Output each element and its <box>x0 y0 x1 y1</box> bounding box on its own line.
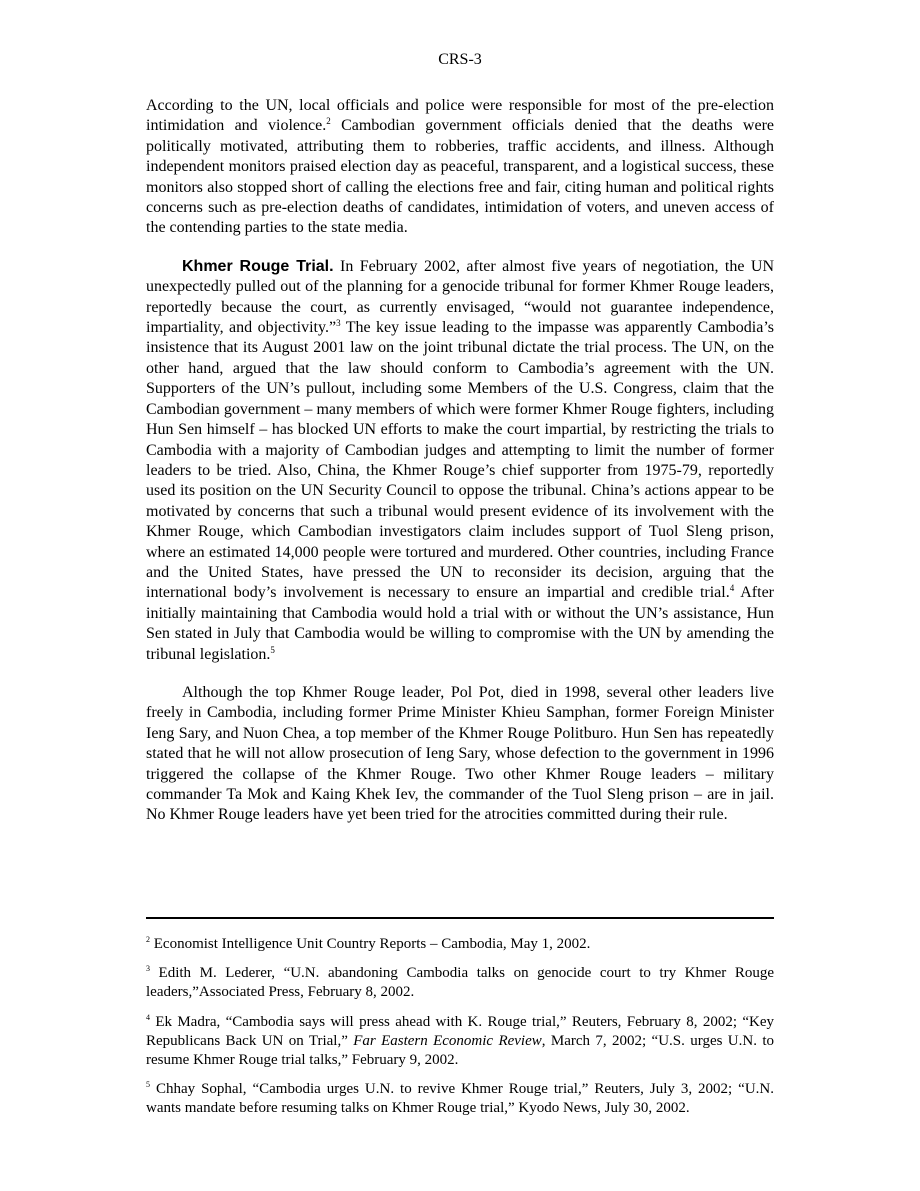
footnote-text: Chhay Sophal, “Cambodia urges U.N. to revive Khmer Rouge trial,” Reuters, July 3, 2002; “U.N. wants mandate before resuming talks on Khmer Rouge trial,” Kyodo News, July 30, 2002. <box>146 1081 774 1117</box>
paragraph-text: The key issue leading to the impasse was apparently Cambodia’s insistence that its August 2001 law on the joint tribunal dictate the trial process. The UN, on the other hand, argued that the law should conform to Cambodia’s agreement with the UN. Supporters of the UN’s pullout, including some Members of the U.S. Congress, claim that the Cambodian government – many members of which were former Khmer Rouge fighters, including Hun Sen himself – has blocked UN efforts to make the court impartial, by restricting the trials to Cambodia with a majority of Cambodian judges and attempting to limit the number of former leaders to be tried. Also, China, the Khmer Rouge’s chief supporter from 1975-79, reportedly used its position on the UN Security Council to oppose the tribunal. China’s actions appear to be motivated by concerns that such a tribunal would present evidence of its involvement with the Khmer Rouge, which Cambodian investigators claim includes support of Tuol Sleng prison, where an estimated 14,000 people were tortured and murdered. Other countries, including France and the United States, have pressed the UN to reconsider its decision, arguing that the international body’s involvement is necessary to ensure an impartial and credible trial. <box>146 319 774 602</box>
paragraph-text: Cambodian government officials denied that the deaths were politically motivated, attributing them to robberies, traffic accidents, and illness. Although independent monitors praised election day as peaceful, transparent, and a logistical success, these monitors also stopped short of calling the elections free and fair, citing human and political rights concerns such as pre-election deaths of candidates, intimidation of voters, and uneven access of the contending parties to the state media. <box>146 117 774 237</box>
section-heading: Khmer Rouge Trial. <box>182 257 334 275</box>
publication-title: Far Eastern Economic Review <box>353 1032 542 1049</box>
paragraph-khmer-rouge-trial <box>146 257 774 665</box>
paragraph-text: In February 2002, after almost five years of negotiation, the UN unexpectedly pulled out of the planning for a genocide tribunal for former Khmer Rouge leaders, reportedly because the court, as currently envisaged, “would not guarantee independence, impartiality, and objectivity.” <box>146 257 775 337</box>
footnote-text: Economist Intelligence Unit Country Reports – Cambodia, May 1, 2002. <box>150 936 591 952</box>
paragraph-text: According to the UN, local officials and police were responsible for most of the pre-election intimidation and violence. <box>146 97 774 135</box>
footnotes <box>146 935 774 1129</box>
footnote-4 <box>146 1013 774 1071</box>
footnote-text: Edith M. Lederer, “U.N. abandoning Cambodia talks on genocide court to try Khmer Rouge leaders,”Associated Press, February 8, 2002. <box>146 965 774 1001</box>
footnote-number: 3 <box>146 964 150 974</box>
page-header: CRS-3 <box>438 51 482 68</box>
footnote-number: 5 <box>146 1080 150 1090</box>
footnote-text: , March 7, 2002; “U.S. urges U.N. to resume Khmer Rouge trial talks,” February 9, 2002. <box>146 1032 775 1069</box>
footnote-2 <box>146 935 774 954</box>
footnote-ref[interactable]: 2 <box>326 116 331 127</box>
footnote-5 <box>146 1080 774 1118</box>
document-page <box>146 50 774 826</box>
paragraph-leaders: Although the top Khmer Rouge leader, Pol Pot, died in 1998, several other leaders live freely in Cambodia, including former Prime Minister Khieu Samphan, former Foreign Minister Ieng Sary, and Nuon Chea, a top member of the Khmer Rouge Politburo. Hun Sen has repeatedly stated that he will not allow prosecution of Ieng Sary, whose defection to the government in 1996 triggered the collapse of the Khmer Rouge. Two other Khmer Rouge leaders – military commander Ta Mok and Kaing Khek Iev, the commander of the Tuol Sleng prison – are in jail. No Khmer Rouge leaders have yet been tried for the atrocities committed during their rule. <box>146 683 774 824</box>
footnote-ref[interactable]: 4 <box>729 583 735 594</box>
footnote-number: 4 <box>146 1012 150 1022</box>
footnote-number: 2 <box>146 935 150 944</box>
footnote-3 <box>146 964 774 1002</box>
footnote-text: Ek Madra, “Cambodia says will press ahead with K. Rouge trial,” Reuters, February 8, 2002; “Key Republicans Back UN on Trial,” <box>146 1013 774 1049</box>
footnote-divider <box>146 917 774 919</box>
paragraph-election <box>146 96 774 239</box>
footnote-ref[interactable]: 5 <box>270 644 275 655</box>
paragraph-text: After initially maintaining that Cambodia would hold a trial with or without the UN’s assistance, Hun Sen stated in July that Cambodia would be willing to compromise with the UN by amending the tribunal legislation. <box>146 584 775 663</box>
footnote-ref[interactable]: 3 <box>336 318 341 329</box>
